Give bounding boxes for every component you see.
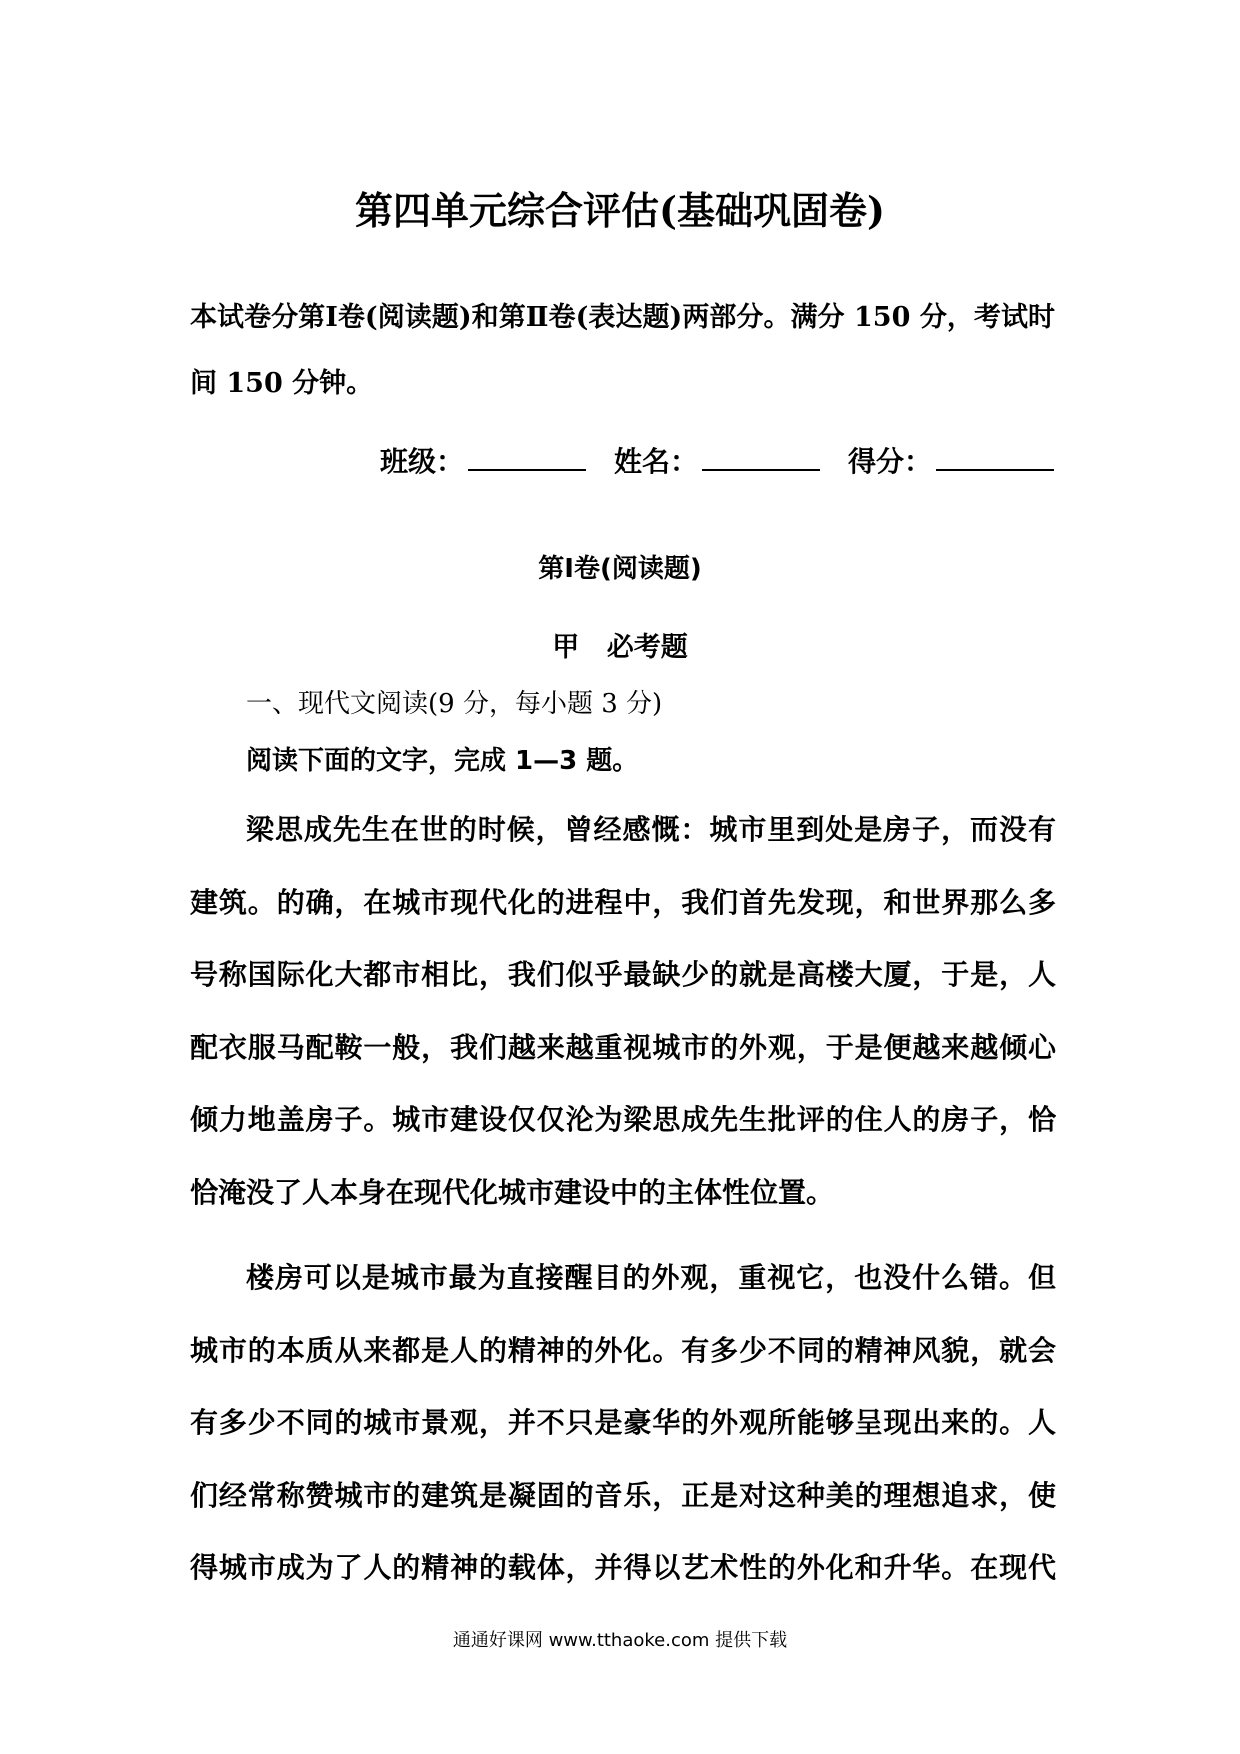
student-info-row [352, 440, 1054, 480]
page-footer: 通通好课网 www.tthaoke.com 提供下载 [452, 1630, 788, 1651]
name-label: 姓名： [613, 445, 698, 478]
question-instruction: 阅读下面的文字，完成 1—3 题。 [246, 746, 639, 776]
class-blank-line [468, 443, 586, 471]
passage-paragraph: 楼房可以是城市最为直接醒目的外观，重视它，也没什么错。但城市的本质从来都是人的精神的外化。有多少不同的精神风貌，就会有多少不同的城市景观，并不只是豪华的外观所能够呈现出来的。人们经常称赞城市的建筑是凝固的音乐，正是对这种美的理想追求，使得城市成为了人的精神的载体，并得以艺术性的外化和升华。在现代 [190, 1261, 1056, 1584]
page-title: 第四单元综合评估(基础巩固卷) [355, 188, 885, 233]
name-blank-line [702, 443, 820, 471]
passage-paragraph: 梁思成先生在世的时候，曾经感慨：城市里到处是房子，而没有建筑。的确，在城市现代化的进程中，我们首先发现，和世界那么多号称国际化大都市相比，我们似乎最缺少的就是高楼大厦，于是，人配衣服马配鞍一般，我们越来越重视城市的外观，于是便越来越倾心倾力地盖房子。城市建设仅仅沦为梁思成先生批评的住人的房子，恰恰淹没了人本身在现代化城市建设中的主体性位置。 [190, 813, 1056, 1209]
question-heading: 一、现代文阅读(9 分，每小题 3 分) [246, 689, 663, 719]
name-field [614, 440, 820, 480]
sub-title: 甲 必考题 [552, 632, 688, 663]
class-field [380, 440, 586, 480]
section-title: 第Ⅰ卷(阅读题) [538, 554, 702, 584]
score-blank-line [936, 443, 1054, 471]
score-label: 得分： [847, 445, 932, 478]
exam-intro: 本试卷分第Ⅰ卷(阅读题)和第Ⅱ卷(表达题)两部分。满分 150 分，考试时间 150 分钟。 [190, 302, 1055, 399]
score-field [848, 440, 1054, 480]
class-label: 班级： [379, 445, 464, 478]
